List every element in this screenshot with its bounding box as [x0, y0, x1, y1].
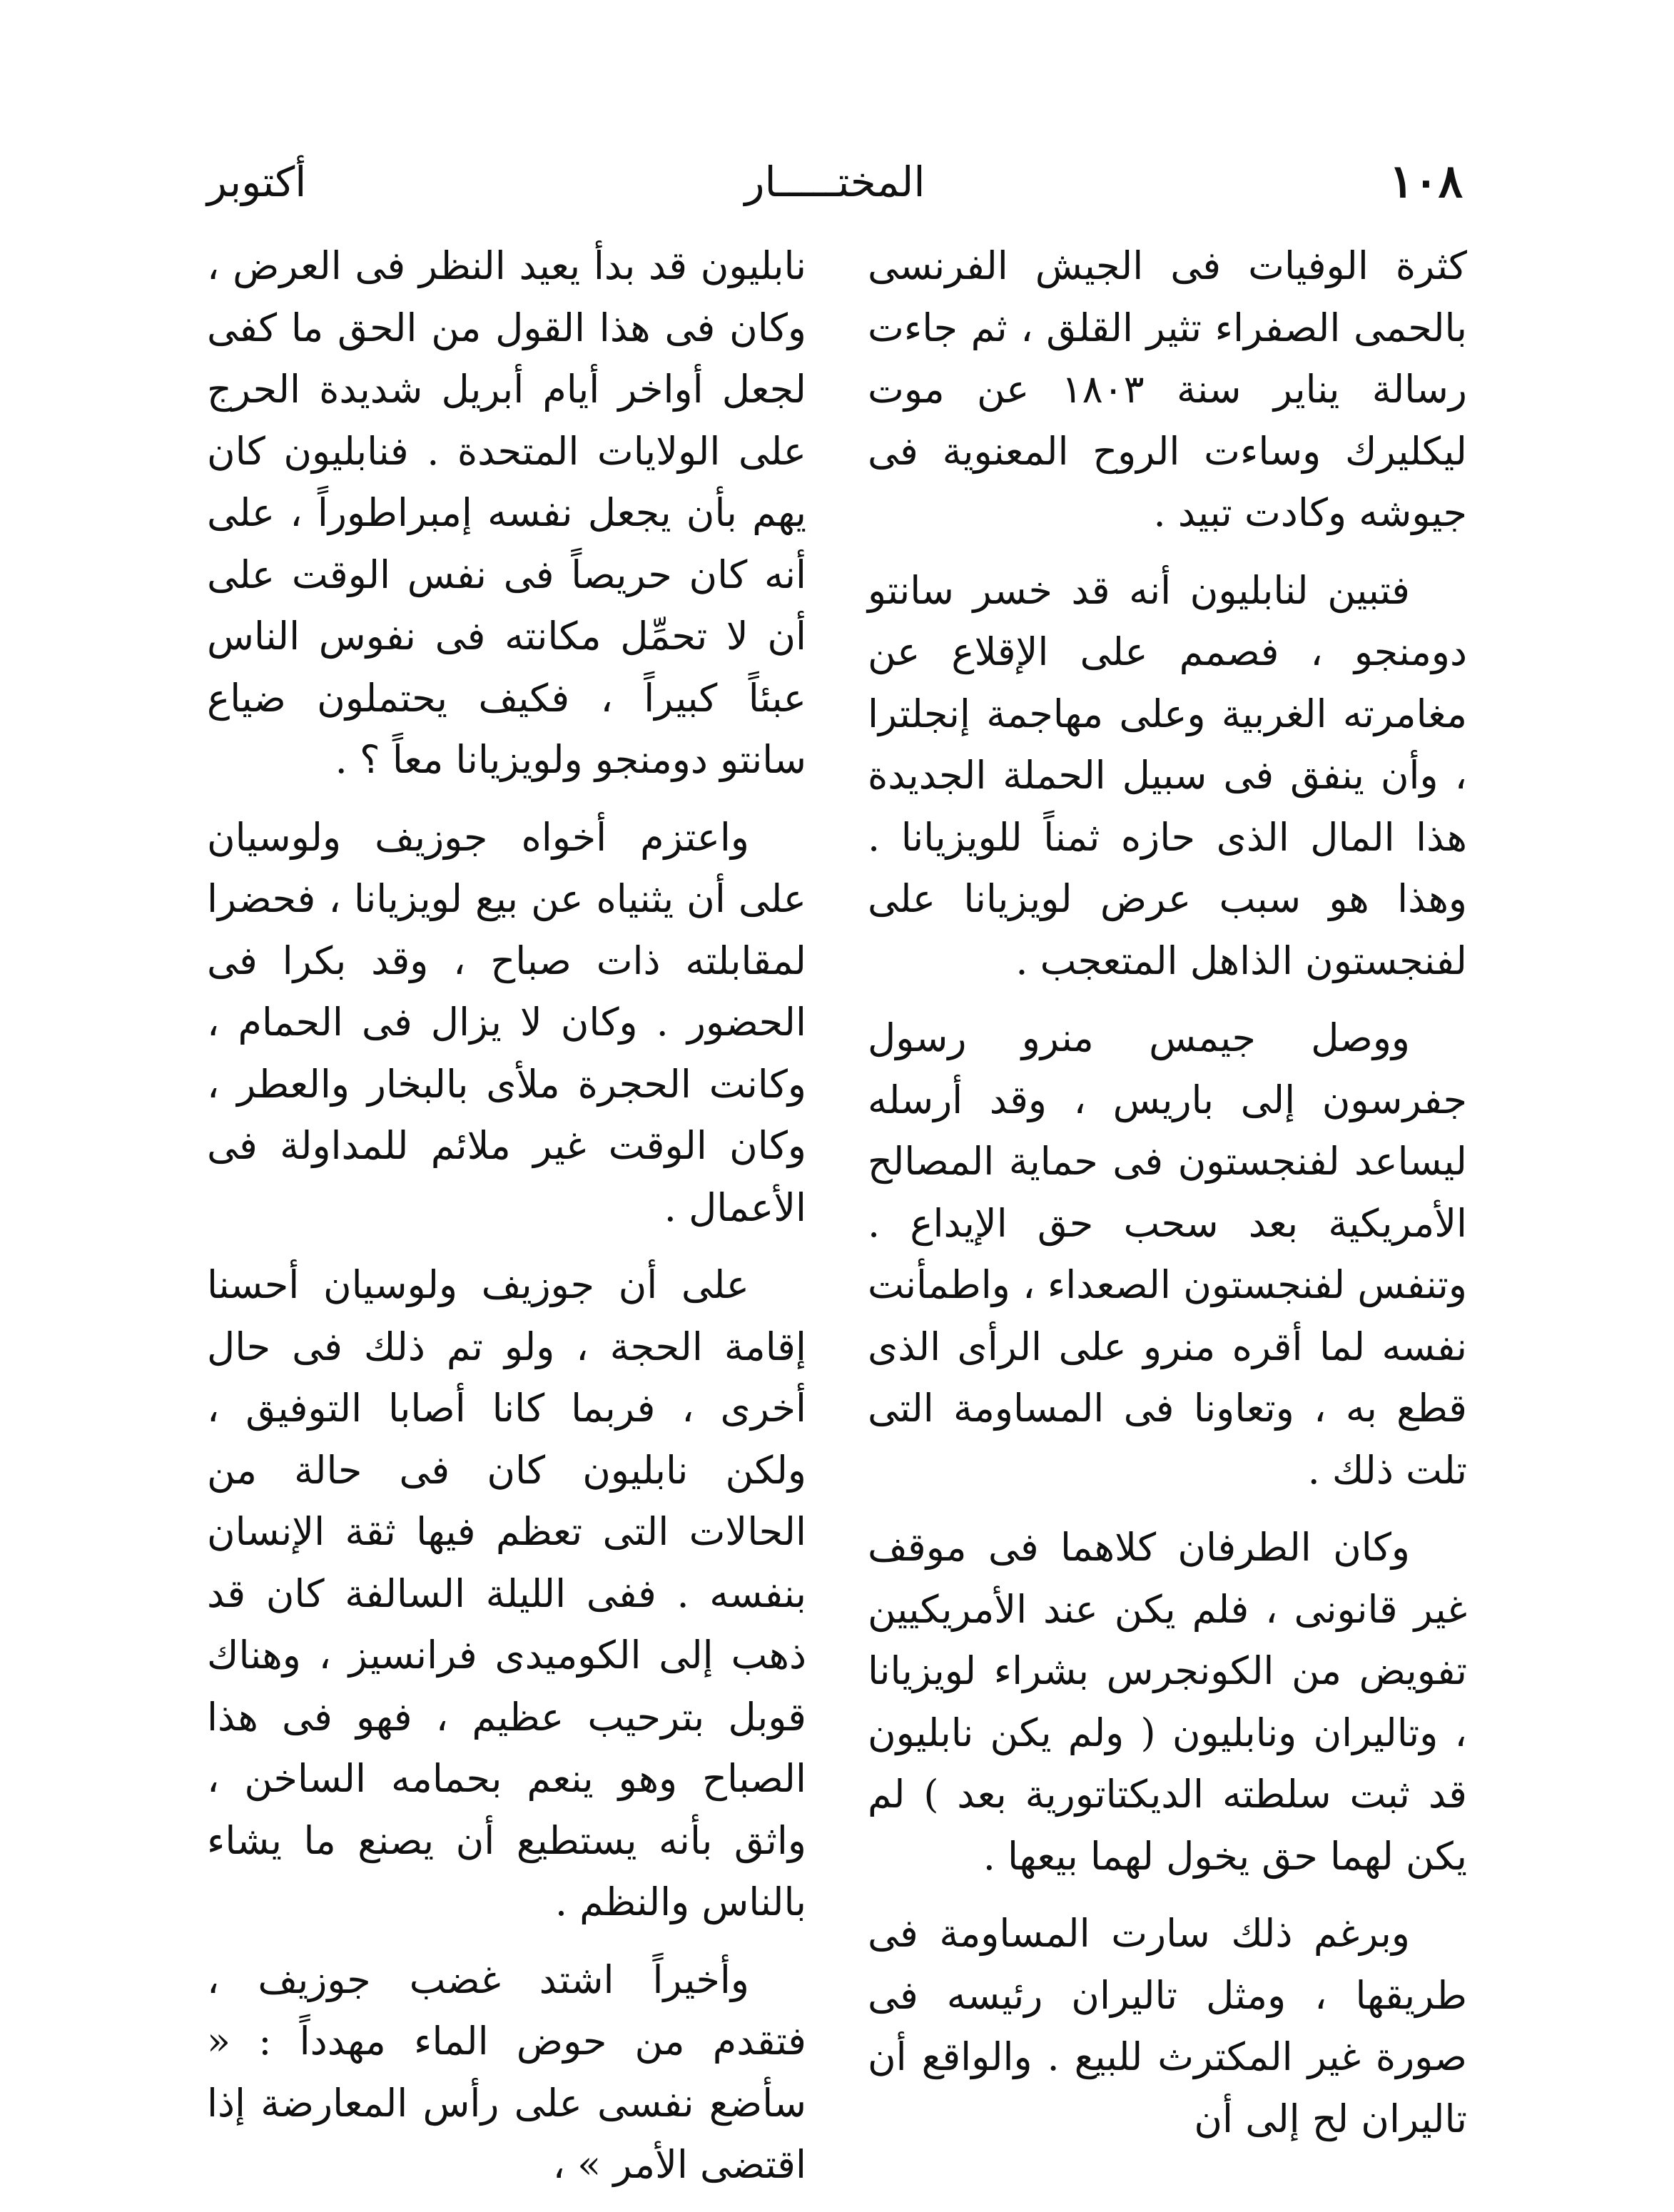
- paragraph: كثرة الوفيات فى الجيش الفرنسى بالحمى الصفراء تثير القلق ، ثم جاءت رسالة يناير سنة ١٨٠٣ عن موت ليكليرك وساءت الروح المعنوية فى جيوشه وكادت تبيد .: [868, 243, 1467, 535]
- paragraph: وكان الطرفان كلاهما فى موقف غير قانونى ، فلم يكن عند الأمريكيين تفويض من الكونجرس بشراء لويزيانا ، وتاليران ونابليون ( ولم يكن نابليون قد ثبت سلطته الديكتاتورية بعد ) لم يكن لهما حق يخول لهما بيعها .: [868, 1525, 1467, 1879]
- paragraph: وأخيراً اشتد غضب جوزيف ، فتقدم من حوض الماء مهدداً : « سأضع نفسى على رأس المعارضة إذا اقتضى الأمر » ،: [207, 1957, 806, 2187]
- paragraph: واعتزم أخواه جوزيف ولوسيان على أن يثنياه عن بيع لويزيانا ، فحضرا لمقابلته ذات صباح ، وقد بكرا فى الحضور . وكان لا يزال فى الحمام ، وكانت الحجرة ملأى بالبخار والعطر ، وكان الوقت غير ملائم للمداولة فى الأعمال .: [207, 814, 806, 1230]
- running-header: [207, 143, 1463, 221]
- journal-title: المختـــــار: [744, 158, 925, 206]
- text-column-right: [868, 235, 1467, 2166]
- text-column-left: [207, 235, 806, 2212]
- paragraph: فتبين لنابليون أنه قد خسر سانتو دومنجو ، فصمم على الإقلاع عن مغامرته الغربية وعلى مهاجمة إنجلترا ، وأن ينفق فى سبيل الحملة الجديدة هذا المال الذى حازه ثمناً للويزيانا . وهذا هو سبب عرض لويزيانا على لفنجستون الذاهل المتعجب .: [868, 567, 1467, 983]
- page-number: ١٠٨: [1389, 155, 1463, 208]
- paragraph: ووصل جيمس منرو رسول جفرسون إلى باريس ، وقد أرسله ليساعد لفنجستون فى حماية المصالح الأمريكية بعد سحب حق الإيداع . وتنفس لفنجستون الصعداء ، واطمأنت نفسه لما أقره منرو على الرأى الذى قطع به ، وتعاونا فى المساومة التى تلت ذلك .: [868, 1015, 1467, 1493]
- paragraph: على أن جوزيف ولوسيان أحسنا إقامة الحجة ، ولو تم ذلك فى حال أخرى ، فربما كانا أصابا التوفيق ، ولكن نابليون كان فى حالة من الحالات التى تعظم فيها ثقة الإنسان بنفسه . ففى الليلة السالفة كان قد ذهب إلى الكوميدى فرانسيز ، وهناك قوبل بترحيب عظيم ، فهو فى هذا الصباح وهو ينعم بحمامه الساخن ، واثق بأنه يستطيع أن يصنع ما يشاء بالناس والنظم .: [207, 1262, 806, 1924]
- issue-month: أكتوبر: [207, 158, 307, 206]
- paragraph: وبرغم ذلك سارت المساومة فى طريقها ، ومثل تاليران رئيسه فى صورة غير المكترث للبيع . والواقع أن تاليران لح إلى أن: [868, 1911, 1467, 2141]
- paragraph: نابليون قد بدأ يعيد النظر فى العرض ، وكان فى هذا القول من الحق ما كفى لجعل أواخر أيام أبريل شديدة الحرج على الولايات المتحدة . فنابليون كان يهم بأن يجعل نفسه إمبراطوراً ، على أنه كان حريصاً فى نفس الوقت على أن لا تحمِّل مكانته فى نفوس الناس عبئاً كبيراً ، فكيف يحتملون ضياع سانتو دومنجو ولويزيانا معاً ؟ .: [207, 243, 806, 782]
